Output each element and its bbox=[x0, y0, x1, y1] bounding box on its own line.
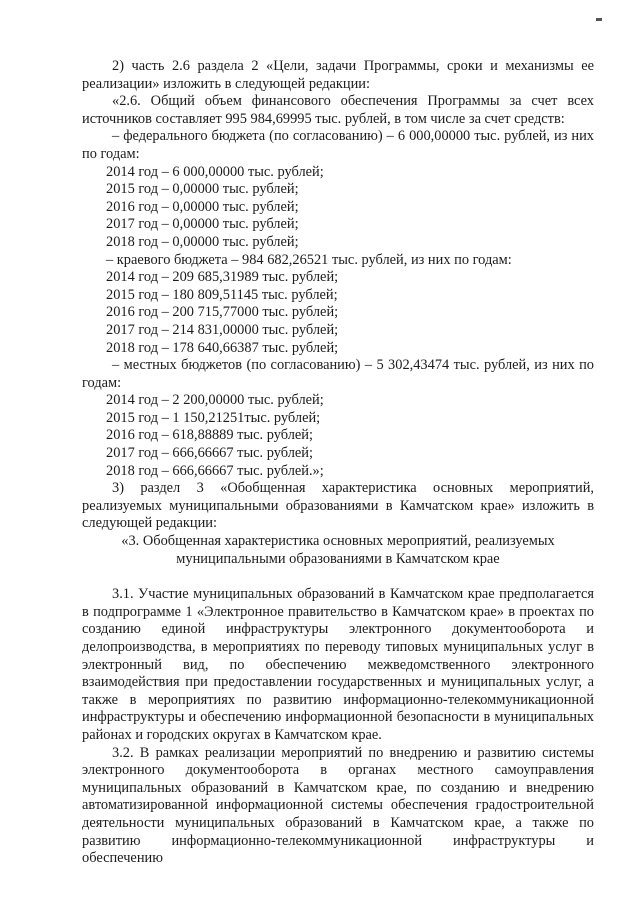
federal-year-line: 2016 год – 0,00000 тыс. рублей; bbox=[106, 198, 299, 215]
regional-year-line: 2018 год – 178 640,66387 тыс. рублей; bbox=[106, 339, 339, 356]
regional-year-line: 2016 год – 200 715,77000 тыс. рублей; bbox=[106, 304, 339, 321]
paragraph-item-2: 2) часть 2.6 раздела 2 «Цели, задачи Программы, сроки и механизмы ее реализации» изложить в следующей редакции: bbox=[82, 58, 594, 92]
document-body bbox=[82, 58, 594, 868]
paragraph-section-2-6: «2.6. Общий объем финансового обеспечения Программы за счет всех источников составляет 995 984,69995 тыс. рублей, в том числе за счет средств: bbox=[82, 93, 594, 127]
local-year-line: 2014 год – 2 200,00000 тыс. рублей; bbox=[106, 392, 324, 409]
local-year-line: 2015 год – 1 150,21251тыс. рублей; bbox=[106, 409, 321, 426]
federal-year-line: 2014 год – 6 000,00000 тыс. рублей; bbox=[106, 163, 324, 180]
section-3-heading-line-2: муниципальными образованиями в Камчатском крае bbox=[176, 550, 500, 567]
regional-year-line: 2015 год – 180 809,51145 тыс. рублей; bbox=[106, 286, 338, 303]
paragraph-3-2: 3.2. В рамках реализации мероприятий по внедрению и развитию системы электронного документооборота в органах местного самоуправления муниципальных образований в Камчатском крае, по созданию и внедрению автоматизированной информационной системы обеспечения градостроительной деятельности муниципальных образований в Камчатском крае, а также по развитию информационно-телекоммуникационной инфраструктуры и обеспечению bbox=[82, 744, 594, 867]
federal-year-line: 2015 год – 0,00000 тыс. рублей; bbox=[106, 181, 299, 198]
blank-line bbox=[82, 568, 594, 586]
regional-budget-line: – краевого бюджета – 984 682,26521 тыс. рублей, из них по годам: bbox=[106, 251, 512, 268]
paragraph-local-budgets: – местных бюджетов (по согласованию) – 5 302,43474 тыс. рублей, из них по годам: bbox=[82, 357, 594, 391]
local-year-line: 2017 год – 666,66667 тыс. рублей; bbox=[106, 445, 313, 462]
paragraph-3-1: 3.1. Участие муниципальных образований в Камчатском крае предполагается в подпрограмме 1 «Электронное правительство в Камчатском крае» в проектах по созданию единой инфраструктуры электронного документооборота и делопроизводства, в мероприятиях по переводу типовых муниципальных услуг в электронный вид, по обеспечению межведомственного электронного взаимодействия при предоставлении государственных и муниципальных услуг, а также в мероприятиях по развитию информационно-телекоммуникационной инфраструктуры и обеспечению информационной безопасности в муниципальных районах и городских округах в Камчатском крае. bbox=[82, 586, 594, 743]
scan-mark bbox=[596, 18, 602, 21]
local-year-line: 2016 год – 618,88889 тыс. рублей; bbox=[106, 427, 313, 444]
paragraph-item-3: 3) раздел 3 «Обобщенная характеристика основных мероприятий, реализуемых муниципальными образованиями в Камчатском крае» изложить в следующей редакции: bbox=[82, 480, 594, 532]
federal-year-line: 2017 год – 0,00000 тыс. рублей; bbox=[106, 216, 299, 233]
regional-year-line: 2017 год – 214 831,00000 тыс. рублей; bbox=[106, 321, 339, 338]
section-3-heading-line-1: «3. Обобщенная характеристика основных мероприятий, реализуемых bbox=[121, 533, 555, 550]
local-year-line: 2018 год – 666,66667 тыс. рублей.»; bbox=[106, 462, 324, 479]
paragraph-federal-budget: – федерального бюджета (по согласованию) – 6 000,00000 тыс. рублей, из них по годам: bbox=[82, 128, 594, 162]
federal-year-line: 2018 год – 0,00000 тыс. рублей; bbox=[106, 233, 299, 250]
regional-year-line: 2014 год – 209 685,31989 тыс. рублей; bbox=[106, 269, 339, 286]
